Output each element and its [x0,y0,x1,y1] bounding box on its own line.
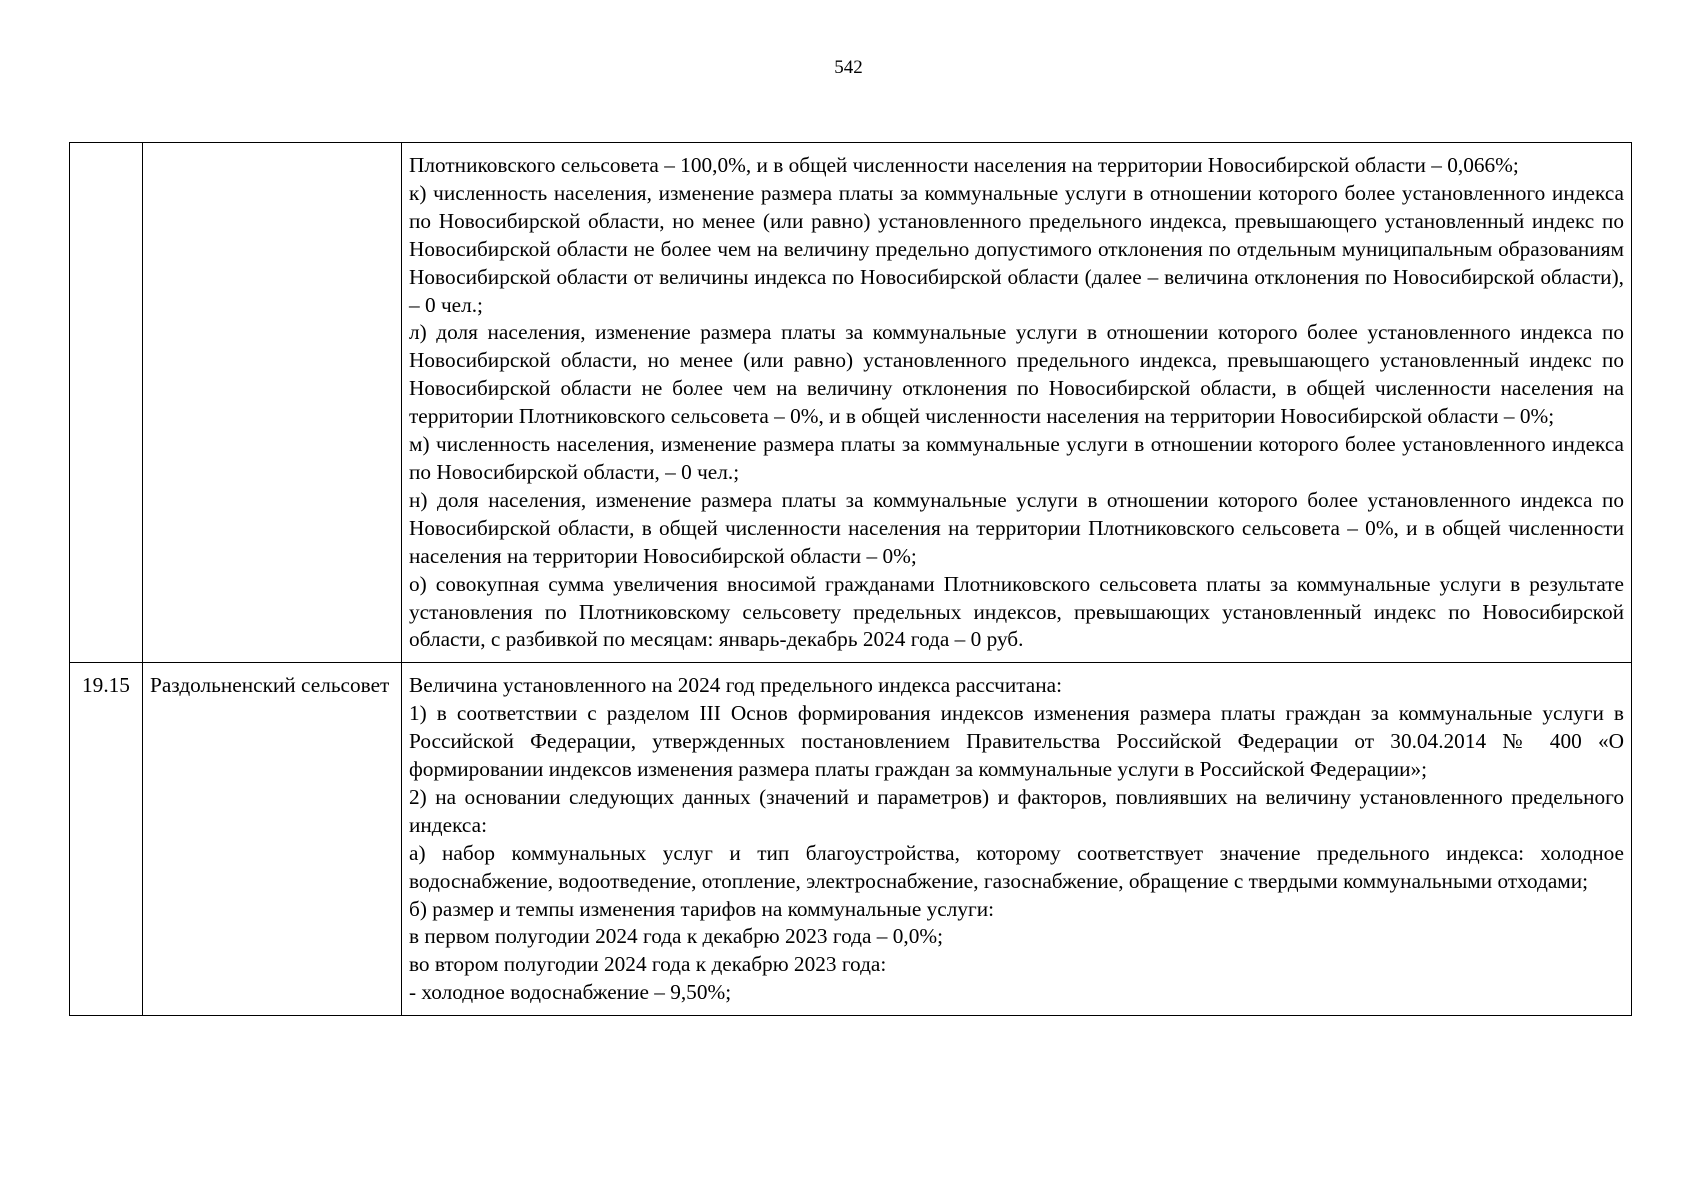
paragraph: Плотниковского сельсовета – 100,0%, и в общей численности населения на территории Новосибирской области – 0,066%; [409,153,1519,177]
table-row [70,143,1632,663]
paragraph: в первом полугодии 2024 года к декабрю 2023 года – 0,0%; [409,924,944,949]
paragraph: б) размер и темпы изменения тарифов на коммунальные услуги: [409,896,995,921]
paragraph: 2) на основании следующих данных (значений и параметров) и факторов, повлиявших на величину установленного предельного индекса: [409,784,1624,837]
document-table [69,142,1632,1016]
row-number-cell [70,143,143,663]
paragraph: н) доля населения, изменение размера платы за коммунальные услуги в отношении которого более установленного индекса по Новосибирской области, в общей численности населения на территории Плотниковского сельсовета – 0%, и в общей численности населения на территории Новосибирской области – 0%; [409,487,1624,568]
municipality-name-cell [143,143,402,663]
paragraph: Величина установленного на 2024 год предельного индекса рассчитана: [409,673,1063,698]
paragraph: во втором полугодии 2024 года к декабрю 2023 года: [409,952,887,977]
paragraph: о) совокупная сумма увеличения вносимой гражданами Плотниковского сельсовета платы за коммунальные услуги в результате установления по Плотниковскому сельсовету предельных индексов, превышающих установленный индекс по Новосибирской области, с разбивкой по месяцам: январь-декабрь 2024 года – 0 руб. [409,571,1624,652]
paragraph: л) доля населения, изменение размера платы за коммунальные услуги в отношении которого более установленного индекса по Новосибирской области, но менее (или равно) установленного предельного индекса, превышающего установленный индекс по Новосибирской области не более чем на величину отклонения по Новосибирской области, в общей численности населения на территории Плотниковского сельсовета – 0%, и в общей численности населения на территории Новосибирской области – 0%; [409,320,1624,429]
table-row [70,663,1632,1016]
paragraph: а) набор коммунальных услуг и тип благоустройства, которому соответствует значение предельного индекса: холодное водоснабжение, водоотведение, отопление, электроснабжение, газоснабжение, обращение с твердыми коммунальными отходами; [409,840,1624,893]
municipality-name-cell: Раздольненский сельсовет [143,663,402,1016]
description-cell [402,143,1632,663]
paragraph: 1) в соответствии с разделом III Основ формирования индексов изменения размера платы граждан за коммунальные услуги в Российской Федерации, утвержденных постановлением Правительства Российской Федерации от 30.04.2014 № 400 «О формировании индексов изменения размера платы граждан за коммунальные услуги в Российской Федерации»; [409,701,1624,782]
paragraph: - холодное водоснабжение – 9,50%; [409,980,732,1005]
description-cell [402,663,1632,1016]
row-number-cell: 19.15 [70,663,143,1016]
paragraph: к) численность населения, изменение размера платы за коммунальные услуги в отношении которого более установленного индекса по Новосибирской области, но менее (или равно) установленного предельного индекса, превышающего установленный индекс по Новосибирской области не более чем на величину предельно допустимого отклонения по отдельным муниципальным образованиям Новосибирской области от величины индекса по Новосибирской области (далее – величина отклонения по Новосибирской области), – 0 чел.; [409,180,1624,317]
paragraph: м) численность населения, изменение размера платы за коммунальные услуги в отношении которого более установленного индекса по Новосибирской области, – 0 чел.; [409,432,1624,484]
page-number: 542 [834,57,863,78]
